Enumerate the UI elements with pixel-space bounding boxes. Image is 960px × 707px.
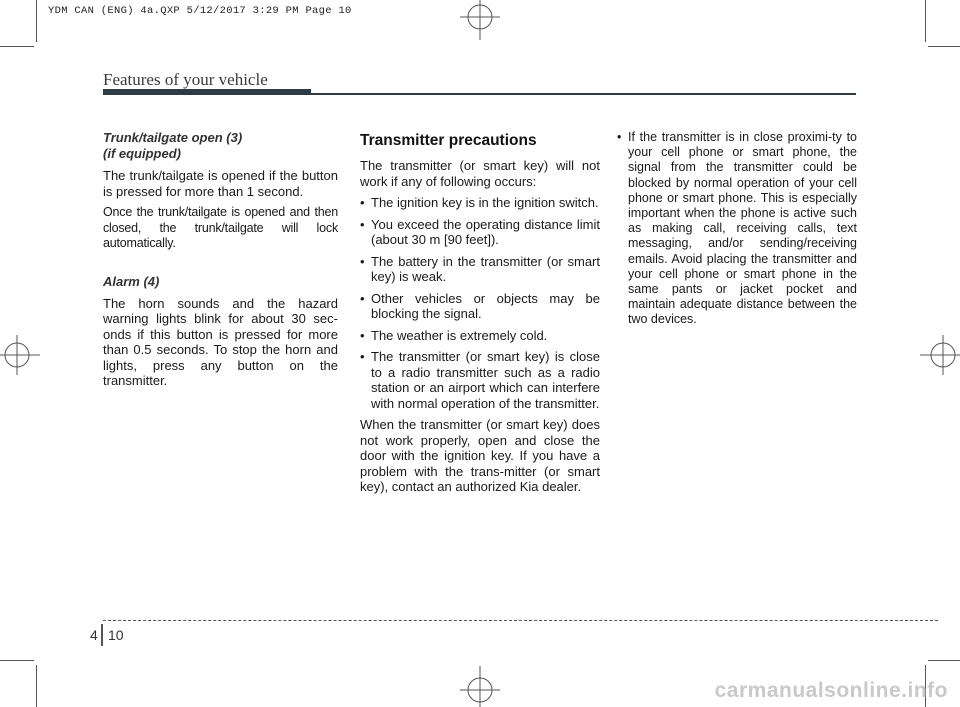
chapter-number: 4 [90,627,98,643]
transmitter-precautions-heading: Transmitter precautions [360,132,537,149]
page-number: 10 [108,627,124,643]
print-slug: YDM CAN (ENG) 4a.QXP 5/12/2017 3:29 PM Page 10 [48,5,352,17]
header-rule [311,93,856,95]
registration-mark-bottom [455,666,505,707]
precautions-closing: When the transmitter (or smart key) does not work properly, open and close the door with the ignition key. If you have a problem with the trans-mitter (or smart key), contact an authorized Kia dealer. [360,417,600,494]
trunk-open-title-line2: (if equipped) [103,146,181,161]
precautions-list [360,195,600,411]
column-left [103,130,338,395]
crop-mark [36,0,37,42]
trunk-open-title [103,130,338,162]
proximity-list [617,130,857,328]
list-item: • Other vehicles or objects may be blocking the signal. [360,291,600,322]
precautions-intro: The transmitter (or smart key) will not work if any of following occurs: [360,158,600,189]
alarm-title-text: Alarm (4) [103,273,160,289]
crop-mark [36,665,37,707]
registration-mark-right [920,330,960,380]
column-right [617,130,857,334]
crop-mark [928,46,960,47]
crop-mark [0,660,34,661]
crop-mark [925,0,926,42]
crop-mark [0,46,34,47]
trunk-open-title-line1: Trunk/tailgate open (3) [103,130,243,145]
list-item: • The battery in the transmitter (or smart key) is weak. [360,254,600,285]
watermark: carmanualsonline.info [714,679,948,702]
column-middle [360,130,600,501]
list-item: • The transmitter (or smart key) is close to a radio transmitter such as a radio station or an airport which can interfere with normal operation of the transmitter. [360,349,600,411]
alarm-title [103,274,338,290]
registration-mark-left [0,330,40,380]
header-bar [103,89,311,95]
list-item: • You exceed the operating distance limit (about 30 m [90 feet]). [360,217,600,248]
footer-rule [103,620,938,621]
registration-mark-top [455,0,505,40]
page-number-separator [101,624,103,646]
trunk-open-paragraph-2: Once the trunk/tailgate is opened and then closed, the trunk/tailgate will lock automatically. [103,205,338,250]
alarm-paragraph: The horn sounds and the hazard warning lights blink for about 30 sec-onds if this button is pressed for more than 0.5 seconds. To stop the horn and lights, press any button on the transmitter. [103,295,338,388]
trunk-open-paragraph-1: The trunk/tailgate is opened if the button is pressed for more than 1 second. [103,168,338,199]
crop-mark [928,660,960,661]
list-item: • The ignition key is in the ignition switch. [360,195,600,211]
page-header-title: Features of your vehicle [103,70,268,89]
list-item: • If the transmitter is in close proximi-ty to your cell phone or smart phone, the signal from the transmitter could be blocked by normal operation of your cell phone or smart phone. This is especially important when the phone is active such as making call, receiving calls, text messaging, and/or sending/receiving emails. Avoid placing the transmitter and your cell phone or smart phone in the same pants or jacket pocket and maintain adequate distance between the two devices. [617,130,857,328]
spacer [103,258,338,274]
list-item: • The weather is extremely cold. [360,328,600,344]
